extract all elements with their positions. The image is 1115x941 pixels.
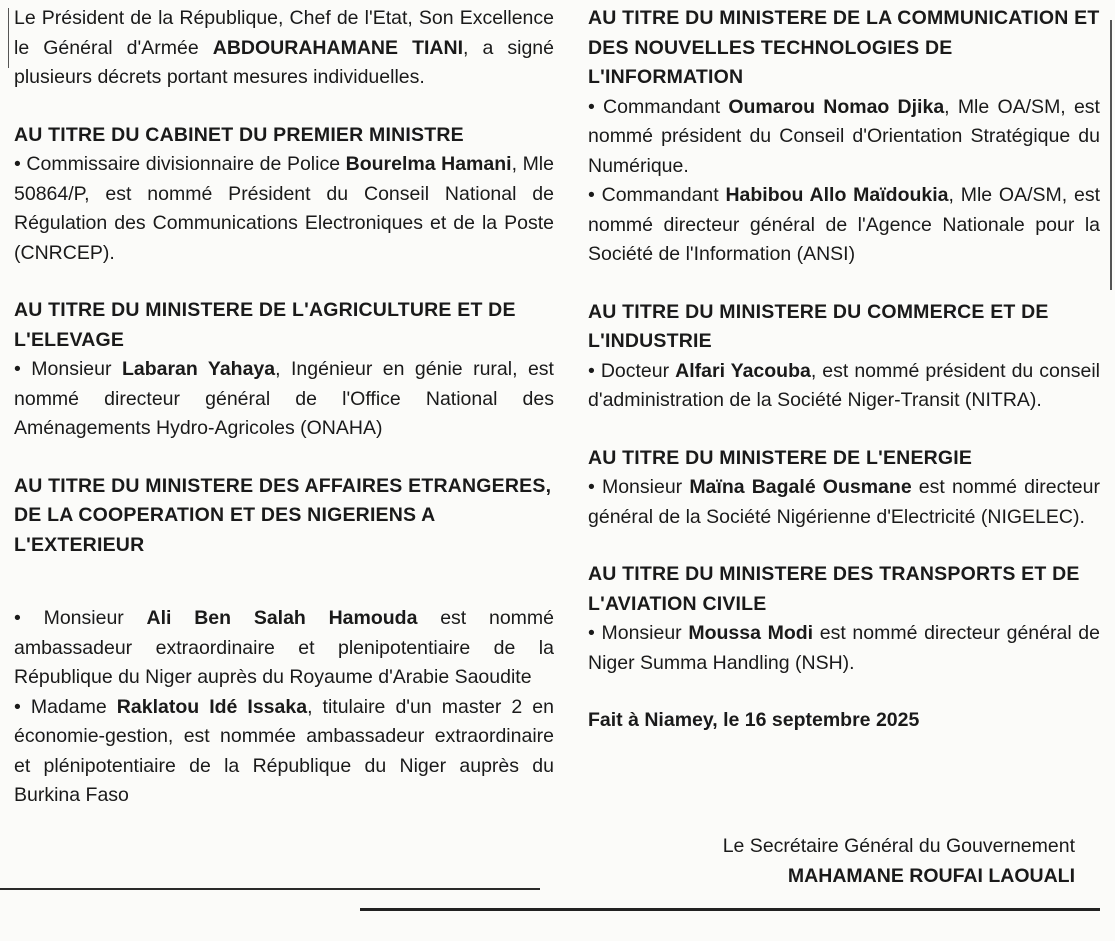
section-heading-energy: AU TITRE DU MINISTERE DE L'ENERGIE <box>588 446 973 469</box>
decree-prefix: • Madame <box>14 695 117 718</box>
appointee-name: Ali Ben Salah Hamouda <box>146 607 418 629</box>
decree-text: est nommé ambassadeur extraordinaire et plenipotentiaire de la République du Niger auprès du Royaume d'Arabie Saoudite <box>14 607 554 688</box>
decree-prefix: • Docteur <box>588 359 676 382</box>
appointee-name: Raklatou Idé Issaka <box>116 695 308 718</box>
appointee-name: Habibou Allo Maïdoukia <box>725 184 949 206</box>
decree-text: , Ingénieur en génie rural, est nommé directeur général de l'Office National des Aménagements Hydro-Agricoles (ONAHA) <box>14 358 554 439</box>
signatory-name: MAHAMANE ROUFAI LAOUALI <box>787 864 1075 887</box>
decree-item <box>588 473 1100 532</box>
section-heading-cabinet: AU TITRE DU CABINET DU PREMIER MINISTRE <box>14 123 464 146</box>
bottom-rule-left <box>0 888 540 890</box>
decree-prefix: • Commandant <box>588 184 726 206</box>
decree-item <box>14 693 554 811</box>
appointee-name: Maïna Bagalé Ousmane <box>689 476 912 498</box>
section-heading-agriculture: AU TITRE DU MINISTERE DE L'AGRICULTURE ET DE L'ELEVAGE <box>14 299 516 351</box>
bottom-rule-right <box>360 908 1100 911</box>
section-heading-transports: AU TITRE DU MINISTERE DES TRANSPORTS ET DE L'AVIATION CIVILE <box>588 563 1080 615</box>
left-column <box>14 4 554 811</box>
appointee-name: Alfari Yacouba <box>675 359 811 382</box>
decree-prefix: • Commandant <box>588 95 729 118</box>
decree-item <box>14 355 554 444</box>
appointee-name: Moussa Modi <box>688 622 814 644</box>
decree-prefix: • Commissaire divisionnaire de Police <box>14 153 346 175</box>
decree-item <box>588 619 1100 678</box>
decree-item <box>14 150 554 268</box>
left-edge-mark <box>8 8 9 68</box>
decree-text: est nommé directeur général de Niger Summa Handling (NSH). <box>588 622 1100 674</box>
section-heading-commerce: AU TITRE DU MINISTERE DU COMMERCE ET DE L'INDUSTRIE <box>588 300 1049 352</box>
decree-prefix: • Monsieur <box>588 476 690 498</box>
decree-prefix: • Monsieur <box>14 358 122 380</box>
intro-paragraph <box>14 4 554 93</box>
closing-date-line: Fait à Niamey, le 16 septembre 2025 <box>588 709 920 731</box>
decree-text: est nommé directeur général de la Société Nigérienne d'Electricité (NIGELEC). <box>588 476 1100 528</box>
decree-item <box>588 93 1100 182</box>
decree-item <box>588 357 1100 416</box>
right-edge-mark <box>1110 20 1112 290</box>
appointee-name: Bourelma Hamani <box>345 153 512 175</box>
signatory-role: Le Secrétaire Général du Gouvernement <box>722 835 1075 857</box>
decree-item <box>14 604 554 693</box>
decree-item <box>588 181 1100 270</box>
intro-text-end: , a signé plusieurs décrets portant mesures individuelles. <box>14 36 554 88</box>
decree-text: , Mle OA/SM, est nommé directeur général de l'Agence Nationale pour la Société de l'Information (ANSI) <box>588 184 1100 265</box>
decree-text: , Mle OA/SM, est nommé président du Conseil d'Orientation Stratégique du Numérique. <box>588 95 1100 177</box>
decree-text: , titulaire d'un master 2 en économie-gestion, est nommée ambassadeur extraordinaire et plénipotentiaire de la République du Niger auprès du Burkina Faso <box>14 695 554 806</box>
appointee-name: Labaran Yahaya <box>121 358 276 380</box>
appointee-name: Oumarou Nomao Djika <box>728 95 945 118</box>
president-name: ABDOURAHAMANE TIANI <box>212 36 463 59</box>
section-heading-communication: AU TITRE DU MINISTERE DE LA COMMUNICATION ET DES NOUVELLES TECHNOLOGIES DE L'INFORMATION <box>588 7 1100 88</box>
decree-prefix: • Monsieur <box>588 622 689 644</box>
right-column <box>588 4 1100 736</box>
section-heading-foreign-affairs: AU TITRE DU MINISTERE DES AFFAIRES ETRANGERES, DE LA COOPERATION ET DES NIGERIENS A L'EXTERIEUR <box>14 474 552 556</box>
decree-text: , Mle 50864/P, est nommé Président du Conseil National de Régulation des Communications Electroniques et de la Poste (CNRCEP). <box>14 153 554 264</box>
signature-block <box>655 832 1075 891</box>
intro-text: Le Président de la République, Chef de l'Etat, Son Excellence le Général d'Armée <box>14 7 554 59</box>
decree-prefix: • Monsieur <box>14 607 147 629</box>
decree-text: , est nommé président du conseil d'administration de la Société Niger-Transit (NITRA). <box>588 359 1100 411</box>
